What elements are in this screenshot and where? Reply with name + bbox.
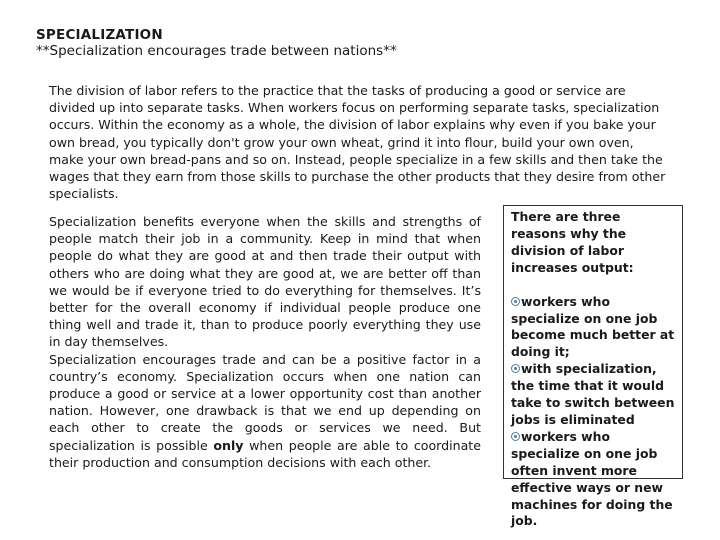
reason-text: with specialization, the time that it would take to switch between jobs is eliminated <box>511 361 675 427</box>
slide-title: SPECIALIZATION <box>36 27 163 43</box>
emphasis-only: only <box>213 437 244 453</box>
reason-text: workers who specialize on one job become much better at doing it; <box>511 293 675 360</box>
left-column <box>49 213 481 471</box>
reasons-box <box>503 205 683 529</box>
reasons-heading: There are three reasons why the division of labor increases output: <box>511 209 634 275</box>
reasons-list <box>511 294 676 531</box>
reason-item <box>511 294 676 362</box>
reason-text: workers who specialize on one job often invent more effective ways or new machines for doing the job. <box>511 428 673 529</box>
bullet-icon <box>511 297 520 306</box>
trade-text-end: when people are able to coordinate their production and consumption decisions with each other. <box>49 437 481 470</box>
trade-text-start: Specialization encourages trade and can be a positive factor in a country’s economy. Specialization occurs when one nation can produce a good or service at a lower opportunity cost than another nation. However, one drawback is that we end up depending on each other to create the goods or services we need. But specialization is possible <box>49 351 481 453</box>
bullet-icon <box>511 432 520 441</box>
intro-paragraph: The division of labor refers to the practice that the tasks of producing a good or service are divided up into separate tasks. When workers focus on performing separate tasks, specialization occurs. Within the economy as a whole, the division of labor explains why even if you bake your own bread, you typically don't grow your own wheat, grind it into flour, build your own oven, make your own bread-pans and so on. Instead, people specialize in a few skills and then take the wages that they earn from those skills to purchase the other products that they desire from other specialists. <box>49 83 666 202</box>
reason-item <box>511 429 676 530</box>
specialization-benefits-paragraph: Specialization benefits everyone when the skills and strengths of people match their job in a community. Keep in mind that when people do what they are good at and then trade their output with others who are doing what they are good at, we are better off than we would be if everyone tried to do everything for themselves. It’s better for the overall economy if individual people produce one thing well and trade it, than to produce poorly everything they use in day themselves. <box>49 214 481 350</box>
reason-item <box>511 361 676 429</box>
specialization-trade-paragraph <box>49 351 481 471</box>
bullet-icon <box>511 364 520 373</box>
slide-subtitle: **Specialization encourages trade between nations** <box>36 43 397 59</box>
